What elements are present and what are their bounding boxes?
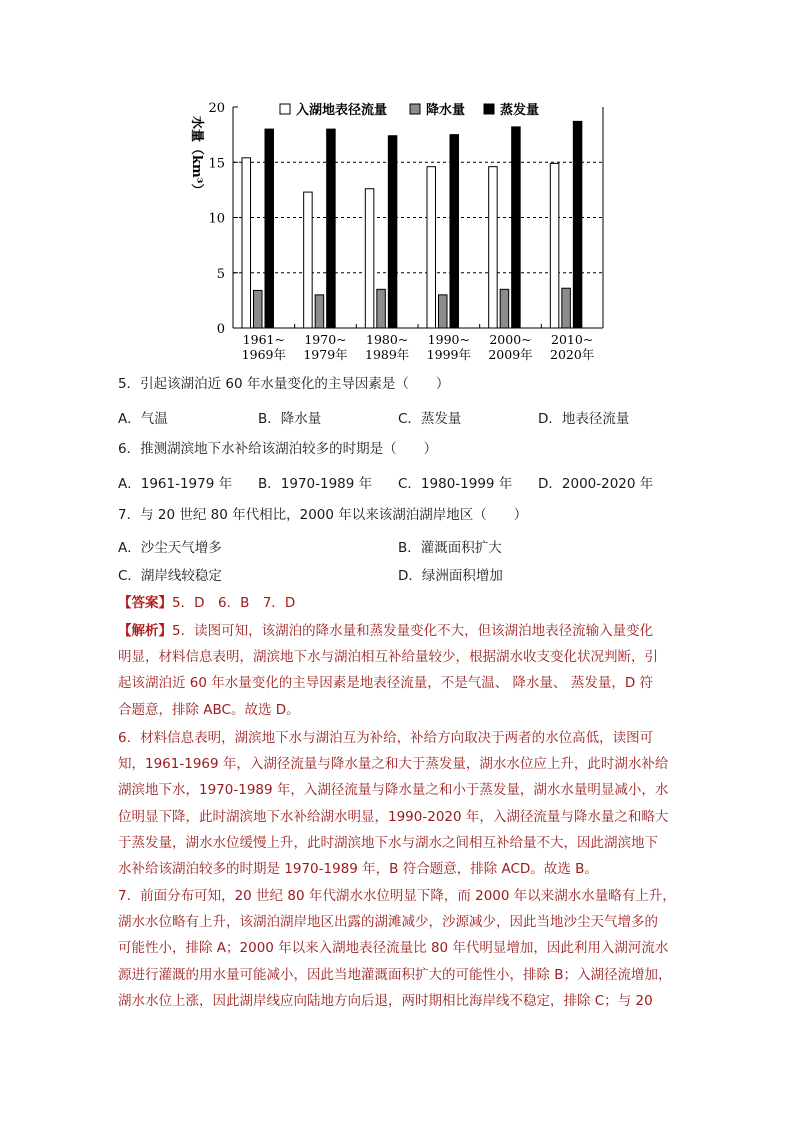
bar-evaporation	[327, 129, 336, 328]
analysis-line: 湖滨地下水，1970-1989 年，入湖径流量与降水量之和小于蒸发量，湖水水量明显减小，水	[118, 782, 669, 799]
q6-option-d: D．2000-2020 年	[538, 476, 654, 492]
x-tick-label: 1999年	[426, 347, 471, 362]
q5-option-a: A．气温	[118, 411, 168, 427]
q7-option-b: B．灌溉面积扩大	[398, 540, 502, 556]
q7-option-d: D．绿洲面积增加	[398, 568, 503, 584]
analysis-line: 于蒸发量，湖水水位缓慢上升，此时湖滨地下水与湖水之间相互补给量不大，因此湖滨地下	[118, 834, 658, 851]
bar-evaporation	[388, 136, 397, 328]
analysis-line	[118, 618, 678, 644]
q7-option-a: A．沙尘天气增多	[118, 540, 222, 556]
analysis-line: 湖水水位上涨，因此湖岸线应向陆地方向后退，两时期相比海岸线不稳定，排除 C；与 20	[118, 992, 653, 1009]
answer-tag: 【答案】	[118, 595, 172, 611]
bars	[242, 121, 582, 328]
bar-runoff	[365, 189, 374, 328]
bar-runoff	[489, 167, 498, 328]
bar-precipitation	[315, 295, 324, 328]
legend-swatch	[484, 104, 494, 114]
legend	[280, 102, 539, 118]
x-tick-label: 1979年	[303, 347, 348, 362]
bar-runoff	[304, 192, 313, 328]
bar-precipitation	[562, 288, 571, 328]
bar-precipitation	[500, 289, 509, 328]
bar-evaporation	[573, 121, 582, 328]
q7-option-c: C．湖岸线较稳定	[118, 568, 222, 584]
bar-runoff	[242, 158, 251, 328]
analysis-line: 位明显下降，此时湖滨地下水补给湖水明显，1990-2020 年，入湖径流量与降水量之和略大	[118, 808, 669, 825]
y-axis-label: 水量（km³）	[189, 116, 204, 197]
analysis-q7	[118, 883, 678, 1014]
analysis-text: 5．读图可知，该湖泊的降水量和蒸发量变化不大，但该湖泊地表径流输入量变化	[172, 623, 654, 639]
analysis-line: 可能性小，排除 A；2000 年以来入湖地表径流量比 80 年代明显增加，因此利用入湖河流水	[118, 940, 669, 957]
x-tick-label: 1989年	[365, 347, 410, 362]
bar-evaporation	[512, 127, 520, 328]
analysis-line: 合题意，排除 ABC。故选 D。	[118, 701, 300, 718]
gridlines	[233, 162, 603, 273]
analysis-q5	[118, 618, 678, 723]
q5-option-c: C．蒸发量	[398, 411, 462, 427]
legend-label: 入湖地表径流量	[296, 103, 388, 118]
bar-evaporation	[450, 135, 459, 328]
y-tick-label: 10	[208, 211, 225, 227]
analysis-line: 源进行灌溉的用水量可能减小，因此当地灌溉面积扩大的可能性小，排除 B；入湖径流增加，	[118, 966, 672, 983]
y-tick-label: 15	[208, 156, 225, 172]
bar-evaporation	[265, 129, 274, 328]
x-tick-label: 1990~	[427, 332, 470, 347]
x-tick-label: 1980~	[366, 332, 409, 347]
bar-precipitation	[377, 289, 386, 328]
legend-label: 蒸发量	[500, 103, 540, 118]
question-6-stem: 6．推测湖滨地下水补给该湖泊较多的时期是（ ）	[118, 441, 438, 457]
legend-label: 降水量	[426, 103, 466, 118]
q6-option-b: B．1970-1989 年	[258, 476, 373, 492]
y-tick-label: 0	[216, 322, 225, 337]
bar-precipitation	[439, 295, 448, 328]
analysis-q6	[118, 725, 678, 882]
x-tick-label: 1969年	[241, 347, 286, 362]
answer-text: 5．D 6．B 7．D	[172, 595, 296, 611]
water-balance-bar-chart	[180, 92, 620, 367]
analysis-line: 湖水水位略有上升，该湖泊湖岸地区出露的湖滩减少，沙源减少，因此当地沙尘天气增多的	[118, 914, 658, 931]
answer-line	[118, 593, 295, 613]
analysis-line: 6．材料信息表明，湖滨地下水与湖泊互为补给，补给方向取决于两者的水位高低，读图可	[118, 730, 654, 746]
x-tick-label: 2020年	[550, 347, 595, 362]
legend-swatch	[410, 104, 420, 114]
y-tick-label: 20	[208, 101, 225, 116]
x-tick-label: 1970~	[304, 332, 347, 347]
bar-precipitation	[254, 290, 263, 328]
question-5-stem: 5．引起该湖泊近 60 年水量变化的主导因素是（ ）	[118, 376, 450, 392]
analysis-line: 知，1961-1969 年，入湖径流量与降水量之和大于蒸发量，湖水水位应上升，此时湖水补给	[118, 756, 669, 773]
q5-option-d: D．地表径流量	[538, 411, 630, 427]
x-tick-label: 2009年	[488, 347, 533, 362]
analysis-line: 起该湖泊近 60 年水量变化的主导因素是地表径流量，不是气温、 降水量、 蒸发量，D 符	[118, 675, 654, 692]
q6-option-a: A．1961-1979 年	[118, 476, 233, 492]
analysis-tag: 【解析】	[118, 623, 172, 639]
y-tick-label: 5	[216, 266, 225, 282]
bar-runoff	[550, 163, 559, 328]
x-tick-label: 2000~	[489, 332, 532, 347]
analysis-line: 水补给该湖泊较多的时期是 1970-1989 年，B 符合题意，排除 ACD。故选 B。	[118, 860, 598, 877]
analysis-line: 7．前面分布可知，20 世纪 80 年代湖水水位明显下降，而 2000 年以来湖水水量略有上升，	[118, 888, 676, 904]
q6-option-c: C．1980-1999 年	[398, 476, 513, 492]
bar-runoff	[427, 167, 436, 328]
q5-option-b: B．降水量	[258, 411, 322, 427]
question-7-stem: 7．与 20 世纪 80 年代相比，2000 年以来该湖泊湖岸地区（ ）	[118, 507, 528, 523]
legend-swatch	[280, 104, 290, 114]
x-tick-label: 1961~	[242, 332, 285, 347]
x-tick-label: 2010~	[551, 332, 594, 347]
analysis-line: 明显，材料信息表明，湖滨地下水与湖泊相互补给量较少，根据湖水收支变化状况判断，引	[118, 649, 658, 666]
